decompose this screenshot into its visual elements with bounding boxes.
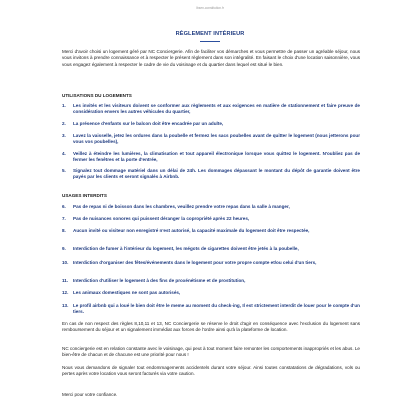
rule-text: Pas de repas ni de boisson dans les chambres, veuillez prendre votre repas dans la salle à manger,: [73, 204, 290, 209]
rule-item: [62, 228, 360, 234]
rule-text: Interdiction d'utiliser le logement à des fins de proxénétisme et de prostitution,: [73, 278, 246, 283]
rule-text: Veillez à éteindre les lumières, la climatisation et tout appareil électronique lorsque vous quittez le logement. N'oubliez pas de fermer les fenêtres et la porte d'entrée,: [73, 151, 360, 163]
rule-item: [62, 103, 360, 116]
rule-number: 2.: [62, 121, 66, 126]
section-heading-utilisations: UTILISATIONS DU LOGEMENTS: [62, 93, 132, 98]
neighbourhood-paragraph: NC conciergerie est en relation constante avec le voisinage, qui peut à tout moment faire remonter les comportements inappropriés et les abus. Le bien-être de chacun et de chacune est une priorité pour nous !: [62, 346, 360, 358]
rule-number: 12.: [62, 290, 69, 295]
rule-text: Pas de nuisances sonores qui puissent déranger la copropriété après 22 heures,: [73, 216, 250, 221]
rule-item: [62, 216, 360, 222]
rule-item: [62, 121, 360, 127]
rule-item: [62, 133, 360, 146]
section-heading-usages-interdits: USAGES INTERDITS: [62, 193, 107, 198]
rule-number: 5.: [62, 168, 66, 173]
damage-paragraph: Nous vous demandons de signaler tout endommagements accidentels durant votre séjour. Ainsi toutes constatations de dégradations, vols ou pertes après votre location vous seront facturés via votre caution.: [62, 365, 360, 377]
rule-text: Aucun invité ou visiteur non enregistré n'est autorisé, la capacité maximale du logement doit être respectée,: [73, 228, 310, 233]
closing-line: Merci pour votre confiance.: [62, 392, 118, 397]
rule-text: Interdiction d'organiser des fêtes/événements dans le logement pour votre propre compte et/ou celui d'un tiers,: [73, 260, 317, 265]
rule-text: Le profil airbnb qui a loué le bien doit être le meme au moment du check-ing, Il est strictement interdit de louer pour le compte d'un tiers.: [73, 303, 360, 315]
watermark: Ibsen-constitution.fr: [196, 6, 224, 10]
rule-item: [62, 168, 360, 181]
rule-number: 8.: [62, 228, 66, 233]
rule-item: [62, 204, 360, 210]
rule-item: [62, 246, 360, 252]
rule-item: [62, 260, 360, 266]
rule-number: 4.: [62, 151, 66, 156]
rule-number: 13.: [62, 303, 69, 308]
sanction-paragraph: En cas de non respect des règles 8,10,11 et 13, NC Conciergerie se réserve le droit d'agir en conséquence avec l'exclusion du logement sans remboursement du séjour et un signalement immédiat aux forces de l'ordre ainsi qu'à la plateforme de location.: [62, 321, 360, 333]
rule-number: 1.: [62, 103, 66, 108]
rule-item: [62, 290, 360, 296]
rule-number: 7.: [62, 216, 66, 221]
rule-text: Lavez la vaisselle, jetez les ordures dans la poubelle et fermez les sacs poubelles avant de quitter le logement (nous jetterons pour vous vos poubelles),: [73, 133, 360, 145]
rule-text: La présence d'enfants sur le balcon doit être encadrée par un adulte,: [73, 121, 224, 126]
rule-item: [62, 303, 360, 316]
rule-text: Interdiction de fumer à l'intérieur du logement, les mégots de cigarettes doivent être jetés à la poubelle,: [73, 246, 299, 251]
rule-text: Les invités et les visiteurs doivent se conformer aux règlements et aux exigences en matière de stationnement et faire preuve de considération envers les autres véhicules du quartier,: [73, 103, 360, 115]
rule-text: Les animaux domestiques ne sont pas autorisés,: [73, 290, 181, 295]
intro-paragraph: Merci d'avoir choisi un logement géré par NC Conciergerie. Afin de faciliter vos démarches et vous permettre de passer un agréable séjour, nous vous invitons à prendre connaissance et à respecter le présent règlement dans son intégralité. En faisant le choix d'une location saisonnière, vous vous engagez également à respecter le cadre de vie du voisinage et du quartier dans lequel est situé le bien.: [62, 49, 360, 67]
rule-text: Signalez tout dommage matériel dans un délai de 24h. Les dommages dépassant le montant du dépôt de garantie doivent être payés par les clients et seront signalés à Airbnb.: [73, 168, 360, 180]
rule-number: 3.: [62, 133, 66, 138]
rule-item: [62, 151, 360, 164]
document-title: RÈGLEMENT INTÉRIEUR: [175, 31, 245, 37]
rule-number: 10.: [62, 260, 69, 265]
rule-item: [62, 278, 360, 284]
rule-number: 11.: [62, 278, 69, 283]
title-underline: [200, 41, 220, 42]
rule-number: 6.: [62, 204, 66, 209]
rule-number: 9.: [62, 246, 66, 251]
